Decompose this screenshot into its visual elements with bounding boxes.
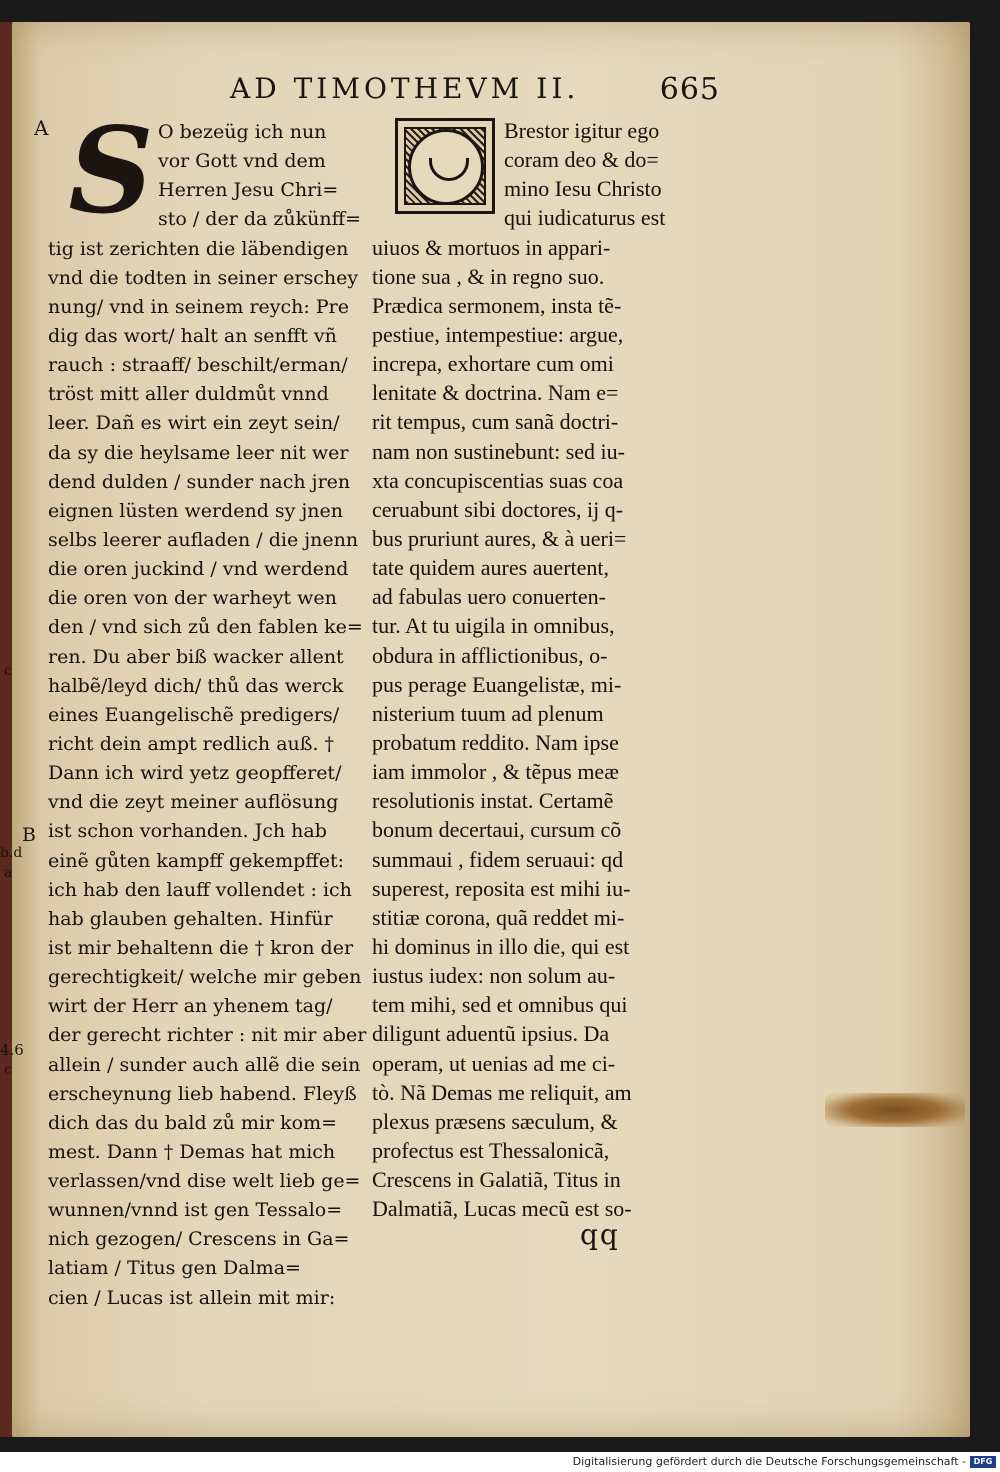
- text-line: bonum decertaui, cursum cõ: [372, 817, 622, 843]
- margin-note: c: [4, 1062, 12, 1078]
- text-line: eines Euangelischẽ predigers/: [48, 703, 340, 726]
- page-number: 665: [659, 72, 720, 107]
- text-line: wunnen/vnnd ist gen Tessalo=: [48, 1199, 343, 1222]
- text-line: ren. Du aber biß wacker allent: [48, 645, 344, 668]
- text-line: sto / der da zůkünff=: [158, 208, 362, 231]
- text-line: der gerecht richter : nit mir aber: [48, 1024, 367, 1047]
- text-line: nisterium tuum ad plenum: [372, 700, 604, 726]
- text-line: erscheynung lieb habend. Fleyß: [48, 1082, 357, 1105]
- text-line: selbs leerer aufladen / die jnenn: [48, 528, 359, 551]
- text-line: increpa, exhortare cum omi: [372, 351, 614, 377]
- text-line: mest. Dann † Demas hat mich: [48, 1140, 336, 1163]
- text-line: nam non sustinebunt: sed iu-: [372, 438, 625, 464]
- text-line: leer. Dañ es wirt ein zeyt sein/: [48, 412, 340, 435]
- text-line: iam immolor , & tẽpus meæ: [372, 759, 619, 785]
- text-line: nung/ vnd in seinem reych: Pre: [48, 295, 349, 318]
- text-line: mino Iesu Christo: [504, 176, 662, 202]
- text-line: latiam / Titus gen Dalma=: [48, 1257, 301, 1280]
- text-line: vnd die zeyt meiner auflösung: [48, 791, 339, 814]
- text-line: eignen lüsten werdend sy jnen: [48, 499, 344, 522]
- latin-column: [372, 116, 702, 1223]
- text-line: Brestor igitur ego: [504, 118, 660, 143]
- text-line: summaui , fidem seruaui: qd: [372, 846, 624, 872]
- text-line: allein / sunder auch allẽ die sein: [48, 1053, 361, 1076]
- text-line: Prædica sermonem, insta tẽ-: [372, 292, 622, 318]
- text-line: hab glauben gehalten. Hinfür: [48, 907, 333, 930]
- text-line: einẽ gůten kampff gekempffet:: [48, 849, 345, 872]
- margin-note: c: [4, 663, 12, 679]
- text-line: die oren von der warheyt wen: [48, 587, 337, 610]
- margin-note: b.d: [0, 845, 23, 861]
- text-line: den / vnd sich zů den fablen ke=: [48, 616, 363, 639]
- page-stain: [825, 1093, 965, 1127]
- text-line: halbẽ/leyd dich/ thů das werck: [48, 674, 344, 697]
- text-line: qui iudicaturus est: [504, 205, 666, 231]
- text-line: superest, reposita est mihi iu-: [372, 875, 631, 901]
- text-line: Herren Jesu Chri=: [158, 179, 339, 202]
- text-line: vnd die todten in seiner erschey: [48, 266, 359, 289]
- text-line: dich das du bald zů mir kom=: [48, 1111, 338, 1134]
- text-line: nich gezogen/ Crescens in Ga=: [48, 1228, 350, 1251]
- text-line: obdura in afflictionibus, o-: [372, 642, 608, 668]
- text-line: tröst mitt aller duldmůt vnnd: [48, 383, 329, 406]
- margin-note: a: [4, 865, 13, 881]
- margin-note: 4.6: [0, 1041, 24, 1059]
- text-line: tate quidem aures auertent,: [372, 555, 610, 581]
- text-line: Crescens in Galatiã, Titus in: [372, 1167, 621, 1193]
- text-line: richt dein ampt redlich auß. †: [48, 732, 335, 755]
- text-line: resolutionis instat. Certamẽ: [372, 788, 614, 814]
- text-line: ceruabunt sibi doctores, ij q-: [372, 496, 624, 522]
- text-line: coram deo & do=: [504, 147, 659, 173]
- text-line: tig ist zerichten die läbendigen: [48, 237, 349, 260]
- margin-letter-a: A: [34, 116, 49, 140]
- text-line: bus pruriunt aures, & à ueri=: [372, 525, 627, 551]
- text-line: pus perage Euangelistæ, mi-: [372, 671, 622, 697]
- text-line: iustus iudex: non solum au-: [372, 963, 616, 989]
- running-header: [230, 72, 720, 112]
- text-line: lenitate & doctrina. Nam e=: [372, 380, 619, 406]
- text-line: diligunt aduentũ ipsius. Da: [372, 1021, 610, 1047]
- text-line: tione sua , & in regno suo.: [372, 263, 605, 289]
- text-line: rit tempus, cum sanã doctri-: [372, 409, 619, 435]
- margin-letter-b: B: [22, 824, 36, 846]
- text-line: Dann ich wird yetz geopfferet/: [48, 762, 342, 785]
- text-line: tem mihi, sed et omnibus qui: [372, 992, 628, 1018]
- text-line: cien / Lucas ist allein mit mir:: [48, 1286, 336, 1309]
- dfg-logo: DFG: [970, 1456, 996, 1468]
- text-line: xta concupiscentias suas coa: [372, 467, 624, 493]
- german-column: [48, 118, 378, 1313]
- text-line: dend dulden / sunder nach jren: [48, 470, 351, 493]
- decorated-initial: S: [68, 101, 154, 240]
- text-line: tur. At tu uigila in omnibus,: [372, 613, 615, 639]
- text-line: profectus est Thessalonicã,: [372, 1137, 610, 1163]
- footer-bar: [0, 1452, 1000, 1472]
- text-line: dig das wort/ halt an senfft vñ: [48, 324, 337, 347]
- catchword: qq: [580, 1218, 620, 1251]
- text-line: da sy die heylsame leer nit wer: [48, 441, 349, 464]
- text-line: verlassen/vnd dise welt lieb ge=: [48, 1170, 361, 1193]
- text-line: operam, ut uenias ad me ci-: [372, 1050, 616, 1076]
- text-line: pestiue, intempestiue: argue,: [372, 321, 624, 347]
- text-line: ist mir behaltenn die † kron der: [48, 936, 354, 959]
- text-line: O bezeüg ich nun: [158, 121, 327, 143]
- running-title: AD TIMOTHEVM II.: [230, 72, 580, 105]
- text-line: gerechtigkeit/ welche mir geben: [48, 966, 362, 989]
- text-line: probatum reddito. Nam ipse: [372, 729, 619, 755]
- text-line: ad fabulas uero conuerten-: [372, 584, 606, 610]
- text-line: die oren juckind / vnd werdend: [48, 558, 349, 581]
- text-line: ich hab den lauff vollendet : ich: [48, 878, 352, 901]
- footer-credit: Digitalisierung gefördert durch die Deutsche Forschungsgemeinschaft -: [572, 1455, 966, 1468]
- text-line: uiuos & mortuos in appari-: [372, 234, 611, 260]
- text-line: Dalmatiã, Lucas mecũ est so-: [372, 1196, 632, 1222]
- text-line: stitiæ corona, quã reddet mi-: [372, 904, 625, 930]
- text-line: rauch : straaff/ beschilt/erman/: [48, 354, 348, 377]
- text-line: plexus præsens sæculum, &: [372, 1108, 618, 1134]
- text-line: hi dominus in illo die, qui est: [372, 933, 630, 959]
- text-line: wirt der Herr an yhenem tag/: [48, 995, 333, 1018]
- text-line: ist schon vorhanden. Jch hab: [48, 820, 327, 843]
- text-line: vor Gott vnd dem: [158, 150, 326, 173]
- text-line: tò. Nã Demas me reliquit, am: [372, 1079, 632, 1105]
